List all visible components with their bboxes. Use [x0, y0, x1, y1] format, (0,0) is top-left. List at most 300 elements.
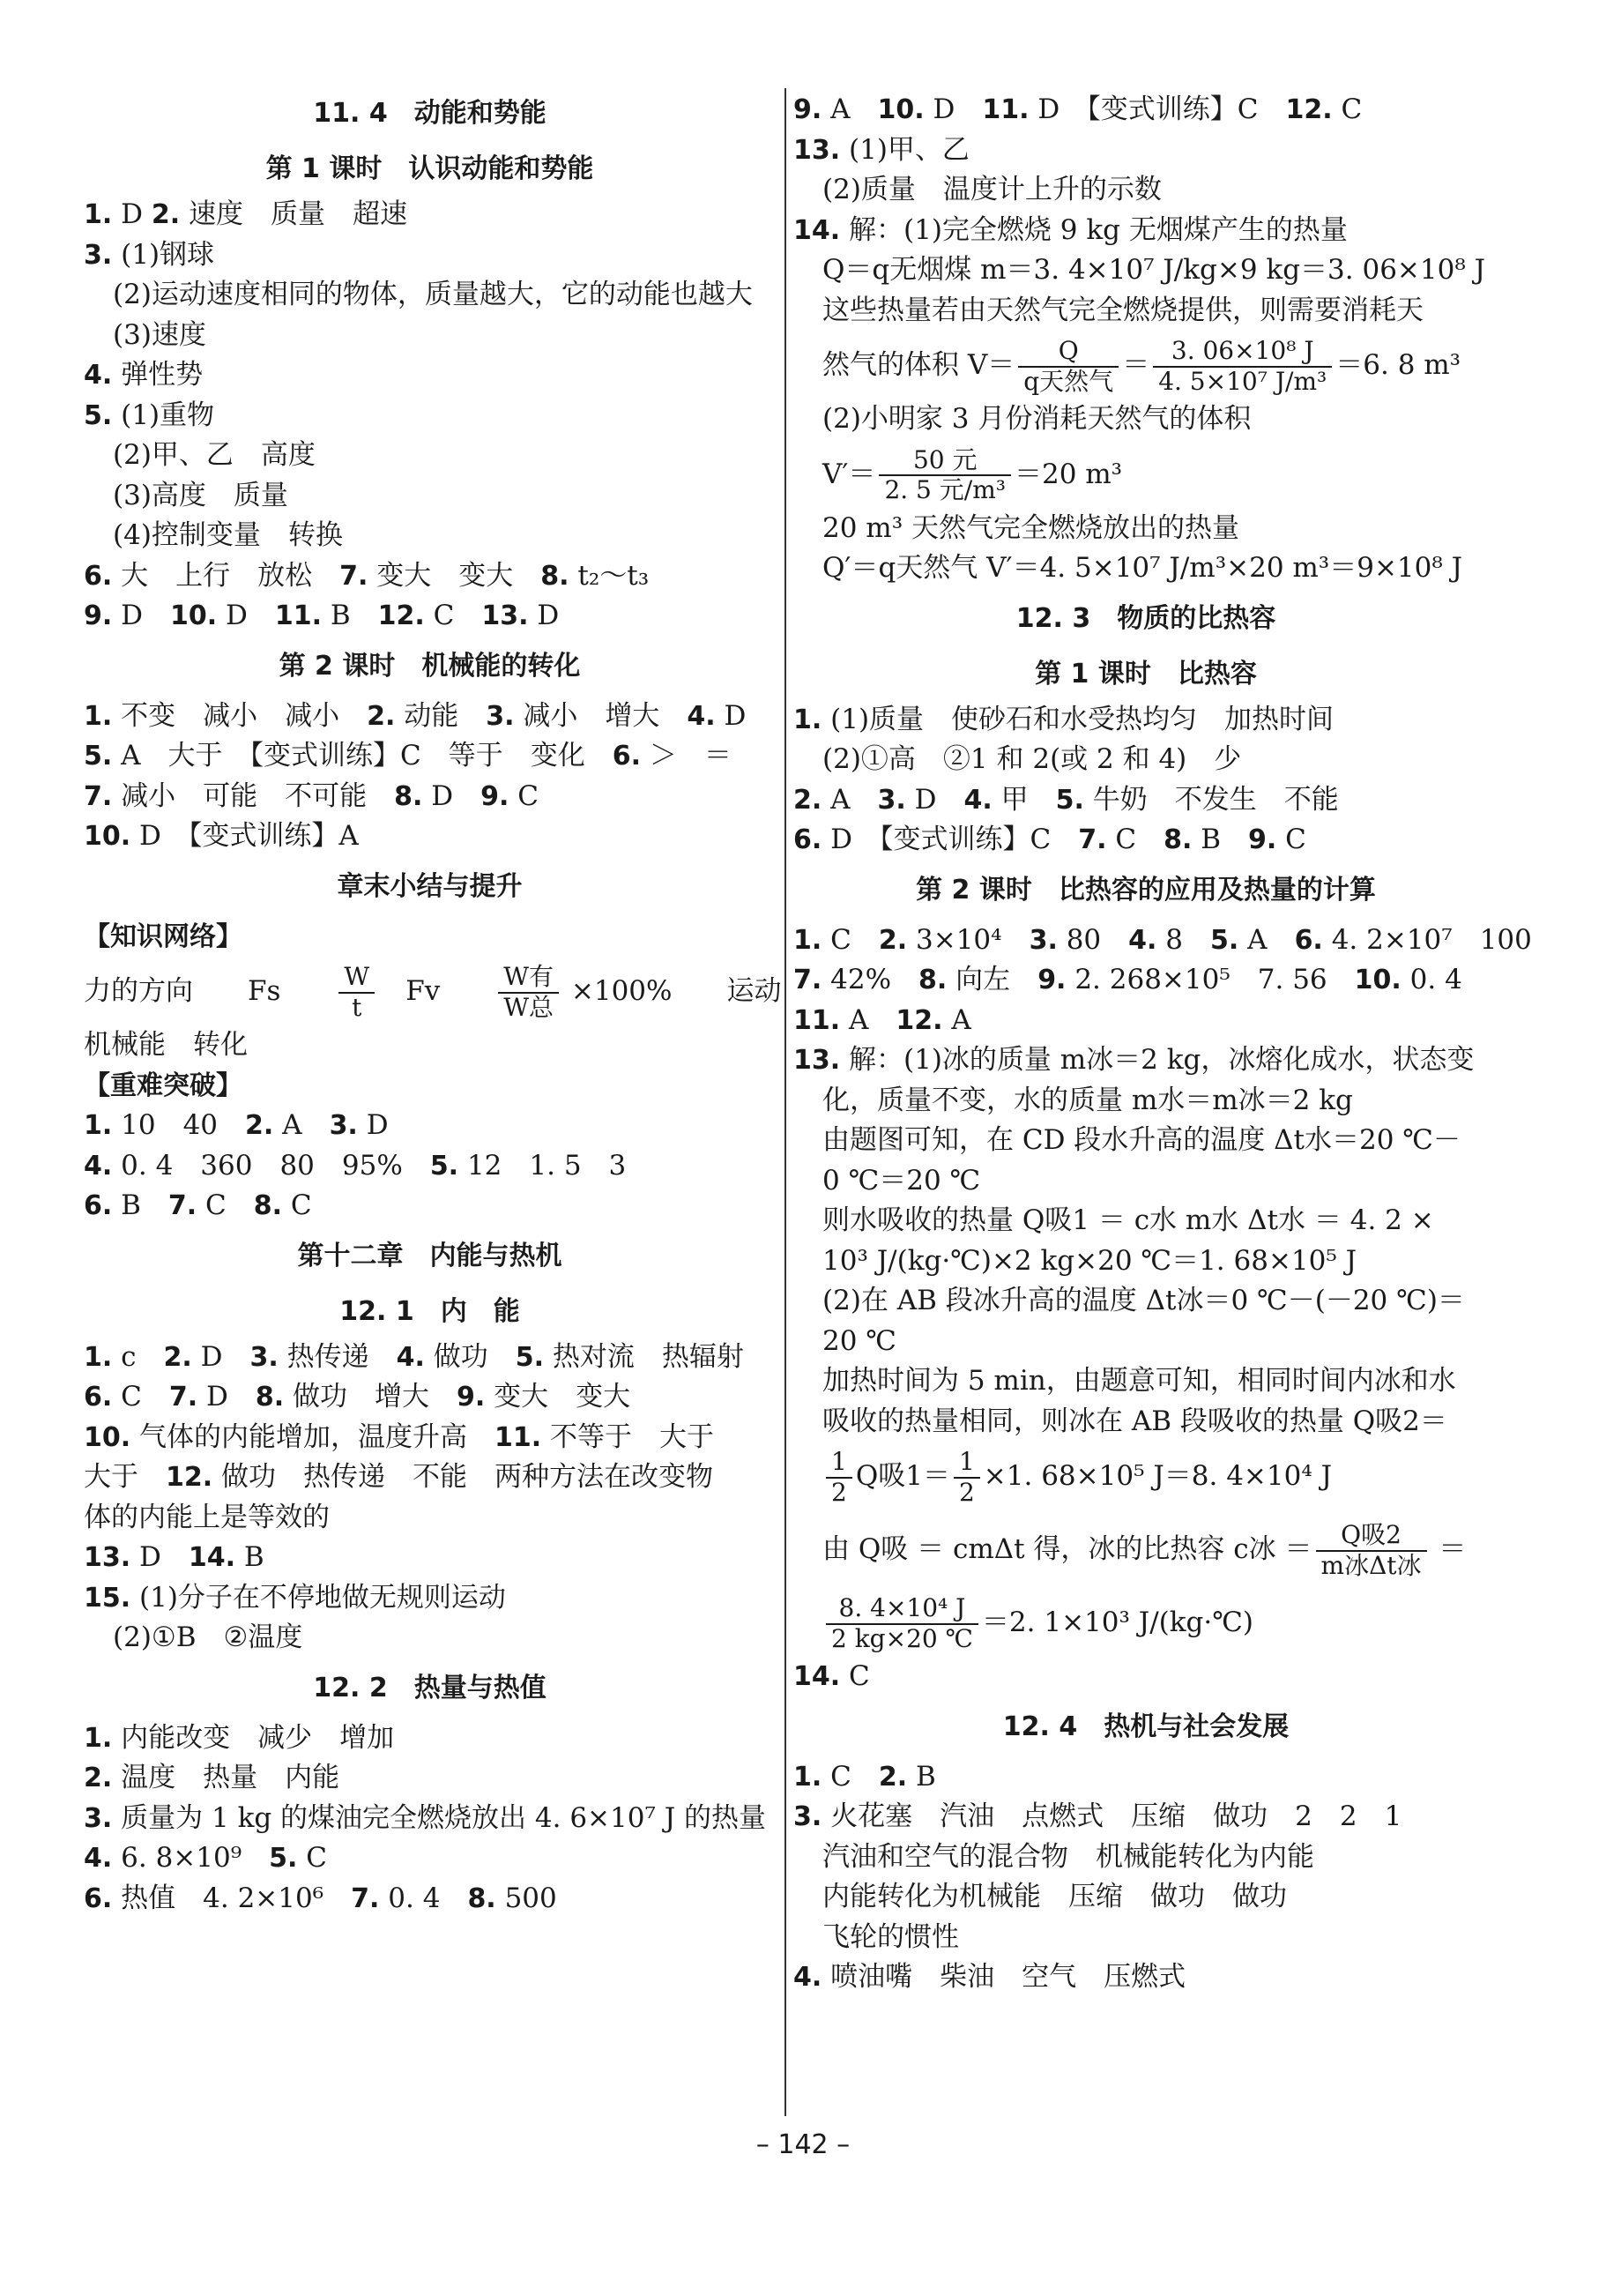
- question-number: 8.: [1164, 824, 1193, 855]
- question-number: 6.: [84, 1882, 113, 1914]
- question-number: 5.: [429, 1150, 459, 1182]
- answer-text: D: [112, 600, 170, 631]
- answer-line: 加热时间为 5 min，由题意可知，相同时间内冰和水: [822, 1365, 1456, 1397]
- question-number: 6.: [84, 560, 113, 592]
- answer-line: [84, 235, 776, 276]
- answer-text: 6. 8×10⁹: [112, 1842, 270, 1874]
- formula-line: [84, 957, 782, 1025]
- answer-line: [793, 1957, 1498, 1998]
- answer-text: ＝6. 8 m³: [1335, 349, 1461, 381]
- question-number: 11.: [982, 94, 1030, 125]
- answer-line: 10³ J/(kg·℃)×2 kg×20 ℃＝1. 68×10⁵ J: [822, 1244, 1357, 1277]
- answer-line: [793, 1797, 1498, 1838]
- denominator: W总: [503, 992, 554, 1022]
- question-number: 12.: [1285, 94, 1333, 125]
- answer-line: [84, 1377, 776, 1418]
- fraction: [879, 446, 1011, 504]
- answer-line: Q′＝q天然气 V′＝4. 5×10⁷ J/m³×20 m³＝9×10⁸ J: [822, 552, 1463, 584]
- answer-text: 热传递: [278, 1340, 397, 1373]
- denominator: m冰Δt冰: [1320, 1550, 1422, 1580]
- answer-line: (2)质量 温度计上升的示数: [822, 174, 1162, 205]
- answer-line: [793, 130, 1498, 171]
- answer-line: 化，质量不变，水的质量 m水＝m冰＝2 kg: [822, 1084, 1353, 1116]
- numerator: 3. 06×10⁸ J: [1153, 337, 1332, 367]
- question-number: 5.: [515, 1341, 545, 1373]
- answer-text: 做功: [424, 1340, 516, 1373]
- answer-text: A: [822, 783, 878, 816]
- answer-text: 0. 4 360 80 95%: [112, 1149, 430, 1182]
- answer-line: [84, 1106, 776, 1146]
- question-number: 6.: [84, 1382, 113, 1413]
- question-number: 9.: [84, 600, 113, 631]
- answer-text: D: [112, 198, 152, 230]
- numerator: 1: [826, 1448, 852, 1478]
- answer-line: [793, 1040, 1498, 1081]
- answer-text: ＞ ＝: [641, 740, 732, 772]
- answer-line: [84, 1146, 776, 1187]
- answer-text: D 【变式训练】A: [130, 820, 359, 852]
- answer-line: [84, 1186, 776, 1226]
- answer-line: [84, 556, 776, 597]
- answer-text: 质量为 1 kg 的煤油完全燃烧放出 4. 6×10⁷ J 的热量: [112, 1801, 767, 1834]
- answer-text: 10 40: [112, 1109, 246, 1141]
- section-heading: 12. 1 内 能: [339, 1295, 520, 1327]
- question-number: 15.: [84, 1582, 131, 1614]
- answer-text: C: [822, 1760, 879, 1793]
- fraction: [826, 1594, 978, 1652]
- answer-text: 然气的体积 V＝: [822, 349, 1015, 381]
- question-number: 3.: [84, 1802, 113, 1834]
- answer-line: (4)控制变量 转换: [113, 519, 343, 551]
- answer-text: A: [942, 1003, 971, 1036]
- answer-line: Q＝q无烟煤 m＝3. 4×10⁷ J/kg×9 kg＝3. 06×10⁸ J: [822, 254, 1486, 286]
- answer-text: ＝: [1430, 1533, 1467, 1565]
- answer-line: (3)速度: [113, 318, 206, 351]
- answer-text: C: [509, 779, 539, 812]
- answer-line: 内能转化为机械能 压缩 做功 做功: [822, 1881, 1287, 1912]
- question-number: 7.: [339, 560, 368, 592]
- question-number: 4.: [396, 1341, 425, 1373]
- answer-text: C: [840, 1660, 870, 1692]
- fraction: [954, 1448, 980, 1506]
- question-number: 4.: [687, 700, 716, 732]
- answer-text: 做功 热传递 不能 两种方法在改变物: [212, 1461, 714, 1493]
- answer-text: (1)质量 使砂石和水受热均匀 加热时间: [822, 703, 1335, 735]
- question-number: 11.: [494, 1421, 542, 1453]
- answer-line: 20 ℃: [822, 1324, 896, 1357]
- answer-text: 80: [1057, 923, 1129, 956]
- numerator: W: [338, 963, 375, 993]
- answer-text: 动能: [395, 699, 487, 732]
- question-number: 5.: [1055, 784, 1084, 816]
- page-number: – 142 –: [755, 2129, 851, 2160]
- formula-line: [793, 1510, 1498, 1588]
- key-difficulty-label: 【重难突破】: [84, 1070, 242, 1101]
- denominator: 2: [831, 1477, 847, 1507]
- answer-line: [84, 1758, 776, 1799]
- question-number: 2.: [151, 199, 181, 230]
- answer-text: 42%: [822, 964, 919, 995]
- section-heading: 12. 3 物质的比热容: [1015, 602, 1276, 634]
- question-number: 9.: [457, 1382, 486, 1413]
- answer-text: D: [197, 1381, 256, 1413]
- answer-text: 做功 增大: [284, 1381, 457, 1413]
- numerator: 50 元: [879, 446, 1011, 476]
- answer-text: D: [130, 1541, 189, 1573]
- question-number: 3.: [1029, 924, 1058, 956]
- answer-line: (2)小明家 3 月份消耗天然气的体积: [822, 403, 1252, 435]
- answer-text: (1)钢球: [112, 238, 215, 271]
- answer-text: ×100% 运动: [562, 975, 782, 1007]
- question-number: 12.: [377, 600, 425, 631]
- answer-text: 4. 2×10⁷ 100: [1322, 923, 1532, 956]
- answer-text: D: [357, 1109, 389, 1141]
- answer-text: 解：(1)完全燃烧 9 kg 无烟煤产生的热量: [840, 213, 1348, 246]
- question-number: 5.: [269, 1843, 298, 1874]
- answer-text: 力的方向 Fs: [84, 975, 336, 1007]
- answer-text: B: [322, 600, 378, 631]
- question-number: 9.: [793, 94, 822, 125]
- answer-text: C: [112, 1381, 169, 1413]
- answer-text: 0. 4: [1401, 964, 1462, 995]
- answer-text: ＝20 m³: [1014, 458, 1123, 490]
- answer-text: (1)分子在不停地做无规则运动: [130, 1581, 506, 1614]
- question-number: 13.: [84, 1542, 131, 1573]
- section-heading: 章末小结与提升: [337, 870, 523, 902]
- answer-text: ＝2. 1×10³ J/(kg·℃): [981, 1606, 1253, 1638]
- question-number: 6.: [612, 741, 642, 772]
- formula-line: [793, 1588, 1498, 1657]
- question-number: 6.: [793, 824, 822, 855]
- question-number: 1.: [84, 199, 113, 230]
- answer-text: 500: [495, 1882, 557, 1914]
- question-number: 8.: [394, 780, 423, 812]
- question-number: 13.: [793, 134, 841, 166]
- answer-text: 火花塞 汽油 点燃式 压缩 做功 2 2 1: [822, 1800, 1402, 1832]
- question-number: 4.: [963, 784, 993, 816]
- answer-text: c: [112, 1340, 164, 1373]
- answer-line: 汽油和空气的混合物 机械能转化为内能: [822, 1840, 1314, 1873]
- answer-line: 由题图可知，在 CD 段水升高的温度 Δt水＝20 ℃－: [822, 1124, 1461, 1156]
- answer-line: [84, 1338, 776, 1378]
- section-heading: 12. 2 热量与热值: [313, 1672, 546, 1703]
- answer-text: A: [273, 1109, 330, 1141]
- answer-line: [793, 780, 1498, 821]
- answer-line: [793, 700, 1498, 741]
- answer-line: [793, 960, 1498, 1001]
- answer-line: [793, 1001, 1498, 1041]
- answer-text: 牛奶 不发生 不能: [1083, 783, 1339, 816]
- answer-line: [84, 195, 776, 235]
- question-number: 7.: [167, 1190, 197, 1221]
- answer-line: 飞轮的惯性: [822, 1920, 959, 1953]
- answer-line: [84, 1838, 776, 1879]
- answer-line: (2)①B ②温度: [113, 1621, 303, 1653]
- answer-text: C: [424, 600, 482, 631]
- question-number: 9.: [1248, 824, 1277, 855]
- question-number: 2.: [878, 1761, 908, 1793]
- answer-text: 减小 可能 不可能: [112, 779, 395, 812]
- question-number: 7.: [84, 780, 113, 812]
- answer-text: A: [840, 1003, 896, 1036]
- answer-text: B: [907, 1760, 936, 1793]
- question-number: 8.: [255, 1382, 285, 1413]
- answer-text: C: [297, 1842, 327, 1874]
- fraction: [498, 963, 559, 1021]
- question-number: 2.: [84, 1763, 113, 1793]
- chapter-heading: 第十二章 内能与热机: [297, 1240, 562, 1271]
- question-number: 3.: [249, 1341, 279, 1373]
- question-number: 8.: [467, 1882, 496, 1914]
- answer-text: 喷油嘴 柴油 空气 压燃式: [822, 1961, 1186, 1993]
- question-number: 1.: [793, 704, 822, 735]
- answer-text: 变大 变大: [485, 1381, 631, 1413]
- answer-text: D: [715, 699, 747, 732]
- answer-text: D: [422, 779, 481, 812]
- answer-text: V′＝: [822, 458, 876, 490]
- question-number: 5.: [84, 741, 113, 772]
- question-number: 3.: [329, 1110, 358, 1141]
- answer-line: [793, 90, 1498, 130]
- question-number: 3.: [84, 239, 113, 271]
- answer-text: 减小 增大: [514, 699, 688, 732]
- fraction: [826, 1448, 852, 1506]
- answer-line: 机械能 转化: [84, 1029, 248, 1061]
- answer-line: 体的内能上是等效的: [84, 1501, 330, 1533]
- section-heading: 11. 4 动能和势能: [313, 98, 546, 129]
- question-number: 2.: [245, 1110, 274, 1141]
- answer-text: B: [112, 1189, 168, 1221]
- right-column: [793, 90, 1532, 1998]
- answer-text: 2. 268×10⁵ 7. 56: [1066, 964, 1355, 995]
- answer-text: C: [1106, 824, 1164, 855]
- question-number: 3.: [877, 784, 906, 816]
- answer-line: [84, 1538, 776, 1578]
- answer-text: A: [822, 93, 878, 125]
- question-number: 5.: [1210, 924, 1239, 956]
- answer-line: [84, 1457, 776, 1498]
- question-number: 1.: [84, 1341, 113, 1373]
- answer-text: 不变 减小 减小: [112, 699, 368, 732]
- question-number: 14.: [188, 1542, 236, 1573]
- question-number: 14.: [793, 1661, 841, 1692]
- knowledge-network-label: 【知识网络】: [84, 921, 242, 952]
- lesson-heading: 第 2 课时 比热容的应用及热量的计算: [916, 874, 1376, 906]
- question-number: 8.: [540, 560, 569, 592]
- answer-line: [84, 697, 776, 737]
- answer-text: C: [1276, 824, 1306, 855]
- question-number: 2.: [367, 700, 396, 732]
- question-number: 14.: [793, 214, 841, 246]
- answer-text: 热对流 热辐射: [544, 1340, 744, 1373]
- denominator: 2. 5 元/m³: [884, 475, 1006, 504]
- answer-line: 这些热量若由天然气完全燃烧提供，则需要消耗天: [822, 294, 1424, 326]
- question-number: 1.: [84, 1110, 113, 1141]
- answer-line: 吸收的热量相同，则冰在 AB 段吸收的热量 Q吸2＝: [822, 1405, 1447, 1437]
- question-number: 2.: [793, 784, 822, 816]
- answer-text: 温度 热量 内能: [112, 1762, 340, 1793]
- answer-line: [793, 820, 1498, 861]
- answer-text: ×1. 68×10⁵ J＝8. 4×10⁴ J: [983, 1460, 1333, 1492]
- answer-text: 速度 质量 超速: [180, 198, 407, 230]
- answer-text: (1)重物: [112, 399, 215, 431]
- answer-text: 不等于 大于: [541, 1420, 715, 1453]
- answer-text: 变大 变大: [368, 559, 541, 592]
- answer-text: 甲: [992, 783, 1056, 816]
- question-number: 1.: [84, 700, 113, 732]
- formula-line: [793, 440, 1498, 509]
- question-number: 1.: [793, 1761, 822, 1793]
- fraction: [1316, 1521, 1427, 1579]
- question-number: 12.: [896, 1004, 943, 1036]
- denominator: 2 kg×20 ℃: [831, 1623, 973, 1653]
- answer-text: C: [282, 1189, 312, 1221]
- question-number: 6.: [84, 1190, 113, 1221]
- question-number: 11.: [274, 600, 323, 631]
- answer-text: C: [197, 1189, 254, 1221]
- answer-line: (2)在 AB 段冰升高的温度 Δt冰＝0 ℃－(－20 ℃)＝: [822, 1285, 1465, 1316]
- answer-text: Fv: [378, 975, 495, 1007]
- answer-line: [84, 1879, 776, 1920]
- answer-line: [793, 1757, 1498, 1798]
- question-number: 4.: [84, 1150, 113, 1182]
- question-number: 12.: [166, 1462, 213, 1493]
- answer-text: D: [905, 783, 964, 816]
- question-number: 2.: [878, 924, 908, 956]
- lesson-heading: 第 1 课时 认识动能和势能: [265, 153, 594, 184]
- answer-text: A: [1238, 923, 1295, 956]
- question-number: 4.: [1128, 924, 1157, 956]
- question-number: 7.: [351, 1882, 380, 1914]
- numerator: Q吸2: [1316, 1521, 1427, 1551]
- answer-line: (2)甲、乙 高度: [113, 439, 316, 471]
- question-number: 9.: [1037, 965, 1067, 995]
- answer-line: [793, 211, 1498, 251]
- answer-line: [84, 596, 776, 637]
- answer-line: [84, 396, 776, 436]
- numerator: 1: [954, 1448, 980, 1478]
- denominator: t: [352, 992, 362, 1022]
- left-column: [84, 84, 782, 1919]
- question-number: 10.: [877, 94, 925, 125]
- question-number: 3.: [486, 700, 515, 732]
- answer-text: 3×10⁴: [907, 923, 1030, 956]
- answer-line: [84, 1718, 776, 1759]
- answer-text: D: [191, 1340, 250, 1373]
- fraction: [1018, 337, 1119, 395]
- answer-text: B: [1192, 824, 1248, 855]
- answer-text: 12 1. 5 3: [458, 1149, 627, 1182]
- answer-text: 大 上行 放松: [112, 559, 340, 592]
- answer-text: D 【变式训练】C: [1029, 93, 1286, 125]
- answer-line: [793, 1657, 1498, 1697]
- question-number: 7.: [1078, 824, 1107, 855]
- answer-line: (3)高度 质量: [113, 479, 288, 511]
- lesson-heading: 第 1 课时 比热容: [1035, 658, 1257, 690]
- answer-text: 内能改变 减少 增加: [112, 1721, 395, 1754]
- question-number: 9.: [480, 780, 509, 812]
- answer-line: 0 ℃＝20 ℃: [822, 1164, 981, 1196]
- answer-text: D 【变式训练】C: [822, 824, 1079, 855]
- answer-line: [84, 777, 776, 817]
- answer-line: (2)①高 ②1 和 2(或 2 和 4) 少: [822, 743, 1242, 775]
- answer-line: (2)运动速度相同的物体，质量越大，它的动能也越大: [113, 279, 753, 310]
- answer-text: A 大于 【变式训练】C 等于 变化: [112, 740, 613, 772]
- answer-text: 0. 4: [379, 1882, 468, 1914]
- answer-text: D: [528, 600, 560, 631]
- numerator: Q: [1018, 337, 1119, 367]
- lesson-heading: 第 2 课时 机械能的转化: [279, 650, 581, 682]
- question-number: 11.: [793, 1004, 841, 1036]
- question-number: 7.: [168, 1382, 198, 1413]
- answer-text: (1)甲、乙: [840, 133, 970, 166]
- fraction: [1153, 337, 1332, 395]
- question-number: 6.: [1294, 924, 1323, 956]
- question-number: 13.: [481, 600, 529, 631]
- question-number: 2.: [163, 1341, 192, 1373]
- question-number: 4.: [84, 1843, 113, 1874]
- question-number: 8.: [253, 1190, 283, 1221]
- answer-line: [84, 736, 776, 777]
- answer-line: [84, 1418, 776, 1458]
- answer-text: D: [924, 93, 983, 125]
- answer-text: C: [1332, 93, 1363, 125]
- answer-text: D: [217, 600, 275, 631]
- answer-text: 大于: [84, 1461, 166, 1493]
- formula-line: 然气的体积 V＝ $\frac{Q}{\text{q天然气}}$ ＝ $\frac{\text{3. 06×10⁸ J}}{\text{4. 5×10⁷ J/m³}}$ ＝6. 8 m³: [822, 336, 1461, 396]
- answer-line: [793, 921, 1532, 961]
- answer-text: Q吸1＝: [855, 1460, 950, 1492]
- question-number: 4.: [793, 1962, 822, 1993]
- question-number: 4.: [84, 360, 113, 391]
- section-heading: 12. 4 热机与社会发展: [1002, 1711, 1290, 1742]
- fraction: [338, 963, 375, 1021]
- question-number: 7.: [793, 965, 822, 995]
- question-number: 10.: [170, 600, 218, 631]
- question-number: 1.: [84, 1722, 113, 1754]
- numerator: W有: [498, 963, 559, 993]
- question-number: 10.: [84, 1421, 131, 1453]
- answer-line: [84, 816, 776, 857]
- answer-line: [84, 1578, 776, 1619]
- column-divider: [784, 88, 786, 2116]
- answer-line: 则水吸收的热量 Q吸1 ＝ c水 m水 Δt水 ＝ 4. 2 ×: [822, 1204, 1434, 1236]
- answer-text: 由 Q吸 ＝ cmΔt 得，冰的比热容 c冰 ＝: [822, 1533, 1312, 1565]
- answer-text: 8: [1156, 923, 1211, 956]
- formula-line: [793, 1442, 1498, 1510]
- answer-text: 弹性势: [112, 359, 204, 391]
- answer-line: [84, 355, 776, 396]
- answer-text: 气体的内能增加，温度升高: [130, 1420, 495, 1453]
- question-number: 8.: [918, 965, 948, 995]
- denominator: 2: [958, 1477, 975, 1507]
- numerator: 8. 4×10⁴ J: [826, 1594, 978, 1624]
- question-number: 3.: [793, 1801, 822, 1832]
- answer-text: 解：(1)冰的质量 m冰＝2 kg，冰熔化成水，状态变: [840, 1044, 1475, 1076]
- question-number: 10.: [1354, 965, 1402, 995]
- answer-line: [84, 1799, 776, 1839]
- question-number: 5.: [84, 399, 113, 431]
- answer-text: t₂～t₃: [569, 559, 650, 592]
- denominator: q天然气: [1023, 366, 1114, 396]
- answer-text: 向左: [947, 964, 1038, 995]
- answer-text: 热值 4. 2×10⁶: [112, 1882, 352, 1914]
- denominator: 4. 5×10⁷ J/m³: [1158, 366, 1327, 396]
- answer-text: B: [235, 1541, 264, 1573]
- question-number: 13.: [793, 1045, 841, 1076]
- question-number: 10.: [84, 821, 131, 852]
- answer-text: C: [822, 923, 879, 956]
